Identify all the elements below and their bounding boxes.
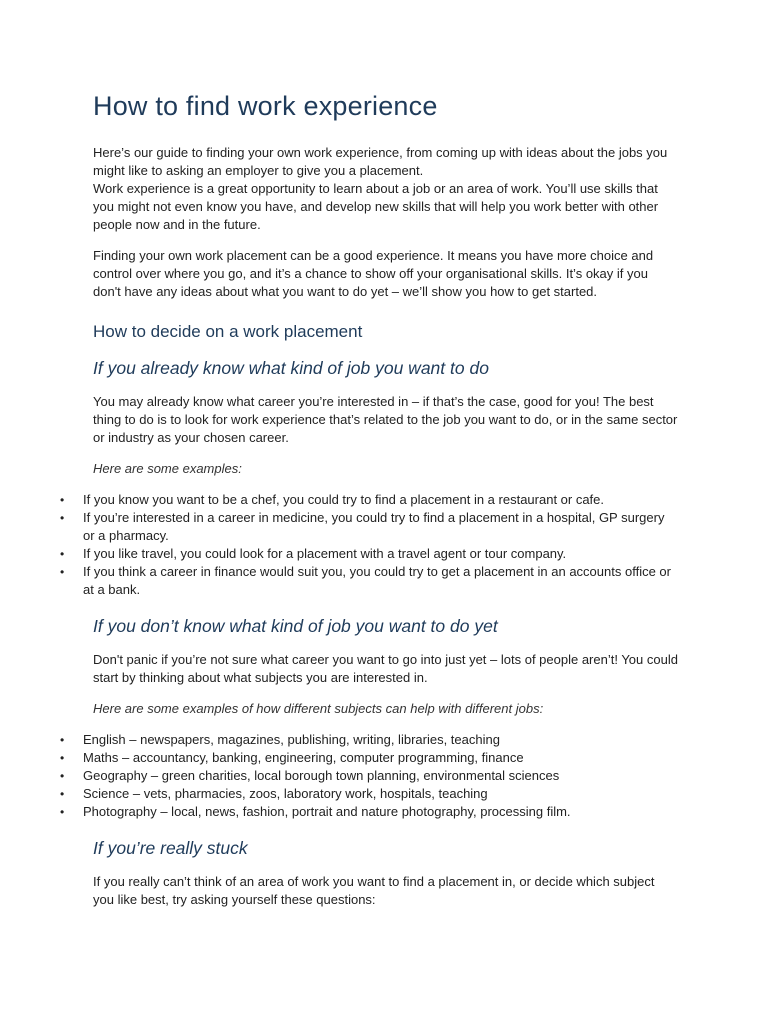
list-item: • If you know you want to be a chef, you could try to find a placement in a restaurant or cafe.	[60, 491, 678, 509]
subheading-stuck: If you’re really stuck	[93, 838, 248, 858]
subjects-list	[60, 731, 678, 821]
list-item: • If you think a career in finance would suit you, you could try to get a placement in an accounts office or at a bank.	[60, 563, 678, 599]
intro-paragraph-3: Finding your own work placement can be a good experience. It means you have more choice and control over where you go, and it’s a chance to show off your organisational skills. It’s okay if you don't have any ideas about what you want to do yet – we’ll show you how to get started.	[93, 248, 654, 299]
subheading-known-job: If you already know what kind of job you want to do	[93, 358, 489, 378]
subheading-unknown-job: If you don’t know what kind of job you want to do yet	[93, 616, 498, 636]
known-job-paragraph: You may already know what career you’re interested in – if that’s the case, good for you! The best thing to do is to look for work experience that’s related to the job you want to do, or in the same sector or industry as your chosen career.	[93, 394, 678, 445]
subjects-label: Here are some examples of how different subjects can help with different jobs:	[93, 701, 544, 716]
page-title: How to find work experience	[93, 91, 438, 121]
section-heading-decide: How to decide on a work placement	[93, 322, 363, 341]
stuck-paragraph: If you really can’t think of an area of work you want to find a placement in, or decide which subject you like best, try asking yourself these questions:	[93, 874, 655, 907]
list-item: • If you’re interested in a career in medicine, you could try to find a placement in a hospital, GP surgery or a pharmacy.	[60, 509, 678, 545]
list-item: • Science – vets, pharmacies, zoos, laboratory work, hospitals, teaching	[60, 785, 678, 803]
intro-paragraph-1: Here’s our guide to finding your own work experience, from coming up with ideas about the jobs you might like to asking an employer to give you a placement.	[93, 145, 668, 178]
list-item: • Geography – green charities, local borough town planning, environmental sciences	[60, 767, 678, 785]
examples-list	[60, 491, 678, 599]
examples-label: Here are some examples:	[93, 461, 242, 476]
intro-paragraph-2: Work experience is a great opportunity to learn about a job or an area of work. You’ll use skills that you might not even know you have, and develop new skills that will help you work better with other people now and in the future.	[93, 181, 659, 232]
list-item: • Maths – accountancy, banking, engineering, computer programming, finance	[60, 749, 678, 767]
unknown-job-paragraph: Don't panic if you’re not sure what career you want to go into just yet – lots of people aren’t! You could start by thinking about what subjects you are interested in.	[93, 652, 678, 685]
list-item: • If you like travel, you could look for a placement with a travel agent or tour company.	[60, 545, 678, 563]
list-item: • English – newspapers, magazines, publishing, writing, libraries, teaching	[60, 731, 678, 749]
list-item: • Photography – local, news, fashion, portrait and nature photography, processing film.	[60, 803, 678, 821]
